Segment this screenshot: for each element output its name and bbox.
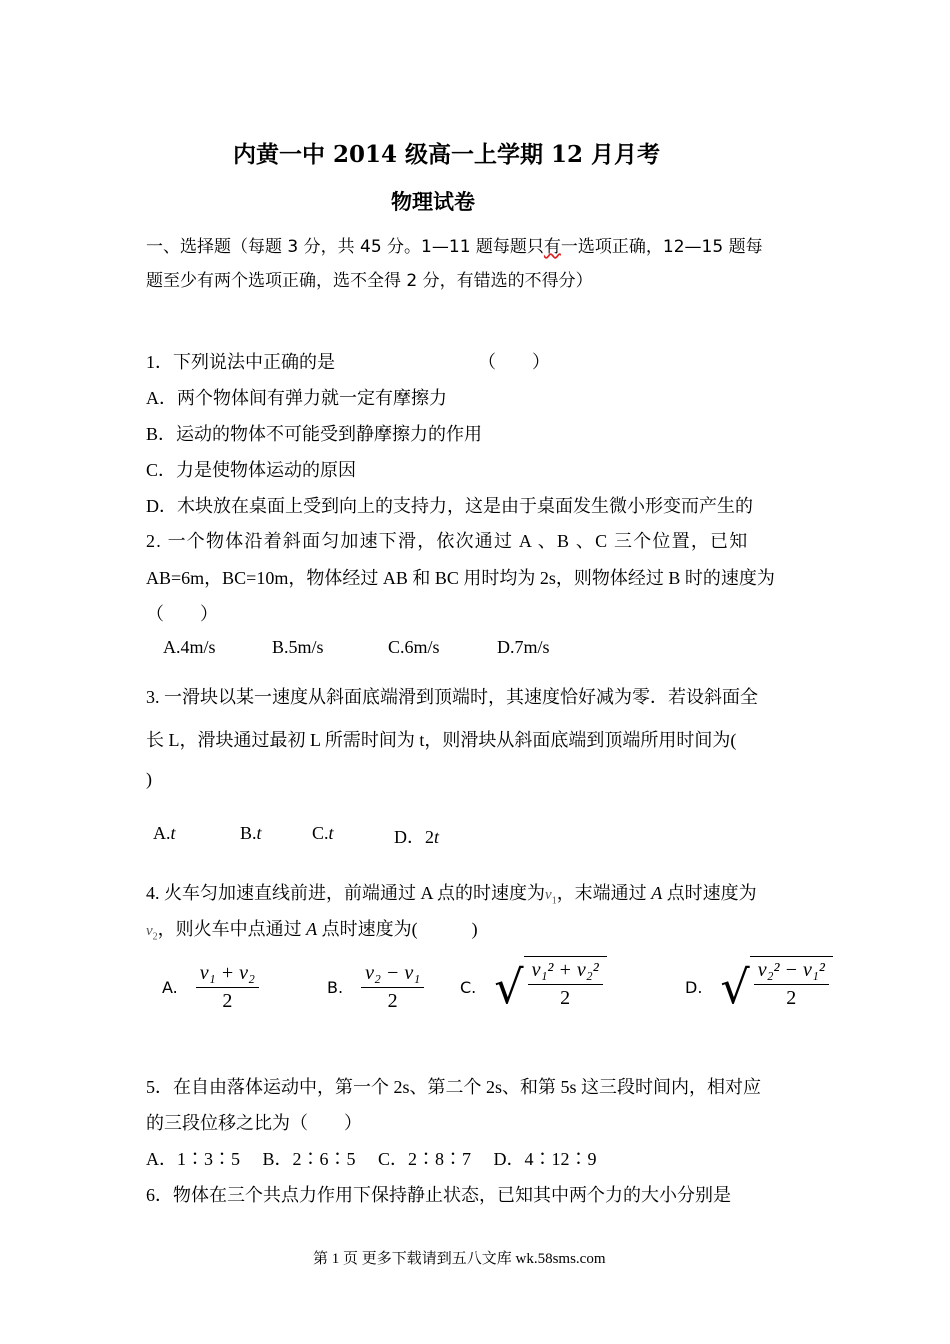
q2-option-a: A.4m/s [163,637,216,657]
q1-answer-paren: （ ） [478,352,550,372]
q3-line3: ) [146,769,152,789]
section-heading-line2: 题至少有两个选项正确，选不全得 2 分，有错选的不得分） [146,271,593,291]
q4-line1: 4. 火车匀加速直线前进，前端通过 A 点的时速度为$v_1$，末端通过 A 点时速度为 [146,883,757,907]
q4-option-d: D. √ $\frac{\text{v₂² − v₁²}}{2}$ [685,956,833,1018]
q3-option-a: A.t [153,823,176,843]
q1-option-a: A．两个物体间有弹力就一定有摩擦力 [146,388,447,408]
q1-option-b: B．运动的物体不可能受到静摩擦力的作用 [146,424,483,444]
q5-line2: 的三段位移之比为（ ） [146,1113,362,1133]
section-text-c: 一选项正确，12—15 题每 [560,237,763,257]
q5-line1: 5．在自由落体运动中，第一个 2s、第二个 2s、和第 5s 这三段时间内，相对应 [146,1077,762,1097]
q3-option-c: C.t [312,823,334,843]
q4-option-d-sqrt: √ $\frac{\text{v₂² − v₁²}}{2}$ [720,956,832,1018]
q2-line1: 2. 一个物体沿着斜面匀加速下滑，依次通过 A 、B 、C 三个位置，已知 [146,531,749,551]
q3-option-b: B.t [240,823,262,843]
q3-line1: 3. 一滑块以某一速度从斜面底端滑到顶端时，其速度恰好减为零．若设斜面全 [146,687,758,707]
q4-line2: $v_2$，则火车中点通过 A 点时速度为( ) [146,919,478,943]
q4-option-a-fraction: $\frac{\text{v₁ + v₂}}{2}$ [196,962,259,1013]
q2-option-d: D.7m/s [497,637,550,657]
page-title: 内黄一中 2014 级高一上学期 12 月月考 [233,141,661,168]
page-subtitle: 物理试卷 [391,189,475,214]
q5-options: A．1∶3∶5 B．2∶6∶5 C．2∶8∶7 D．4∶12∶9 [146,1149,597,1169]
q4-option-a: A. $\frac{\text{v₁ + v₂}}{2}$ [162,962,259,1013]
q2-option-b: B.5m/s [272,637,324,657]
q1-option-c: C．力是使物体运动的原因 [146,460,357,480]
q4-option-c-sqrt: √ $\frac{\text{v₁² + v₂²}}{2}$ [494,956,606,1018]
q3-line2: 长 L，滑块通过最初 L 所需时间为 t，则滑块从斜面底端到顶端所用时间为( [146,730,737,750]
q2-line3: （ ） [146,604,218,624]
q4-option-b: B. $\frac{\text{v₂ − v₁}}{2}$ [327,962,424,1013]
page-footer: 第 1 页 更多下载请到五八文库 wk.58sms.com [313,1251,606,1267]
q4-option-c: C. √ $\frac{\text{v₁² + v₂²}}{2}$ [460,956,607,1018]
q2-line2: AB=6m，BC=10m，物体经过 AB 和 BC 用时均为 2s，则物体经过 B 时的速度为 [146,568,775,588]
q1-option-d: D．木块放在桌面上受到向上的支持力，这是由于桌面发生微小形变而产生的 [146,496,753,516]
section-heading-line1 [146,232,763,257]
q1-stem: 1．下列说法中正确的是 [146,352,335,372]
q2-option-c: C.6m/s [388,637,440,657]
section-text-a: 一、选择题（每题 3 分，共 45 分。1—11 题每题只 [146,237,544,257]
q4-option-b-fraction: $\frac{\text{v₂ − v₁}}{2}$ [361,962,424,1013]
section-text-wavy: 有 [543,237,561,257]
q3-option-d: D．2t [394,827,440,847]
q6-line1: 6．物体在三个共点力作用下保持静止状态，已知其中两个力的大小分别是 [146,1185,731,1205]
